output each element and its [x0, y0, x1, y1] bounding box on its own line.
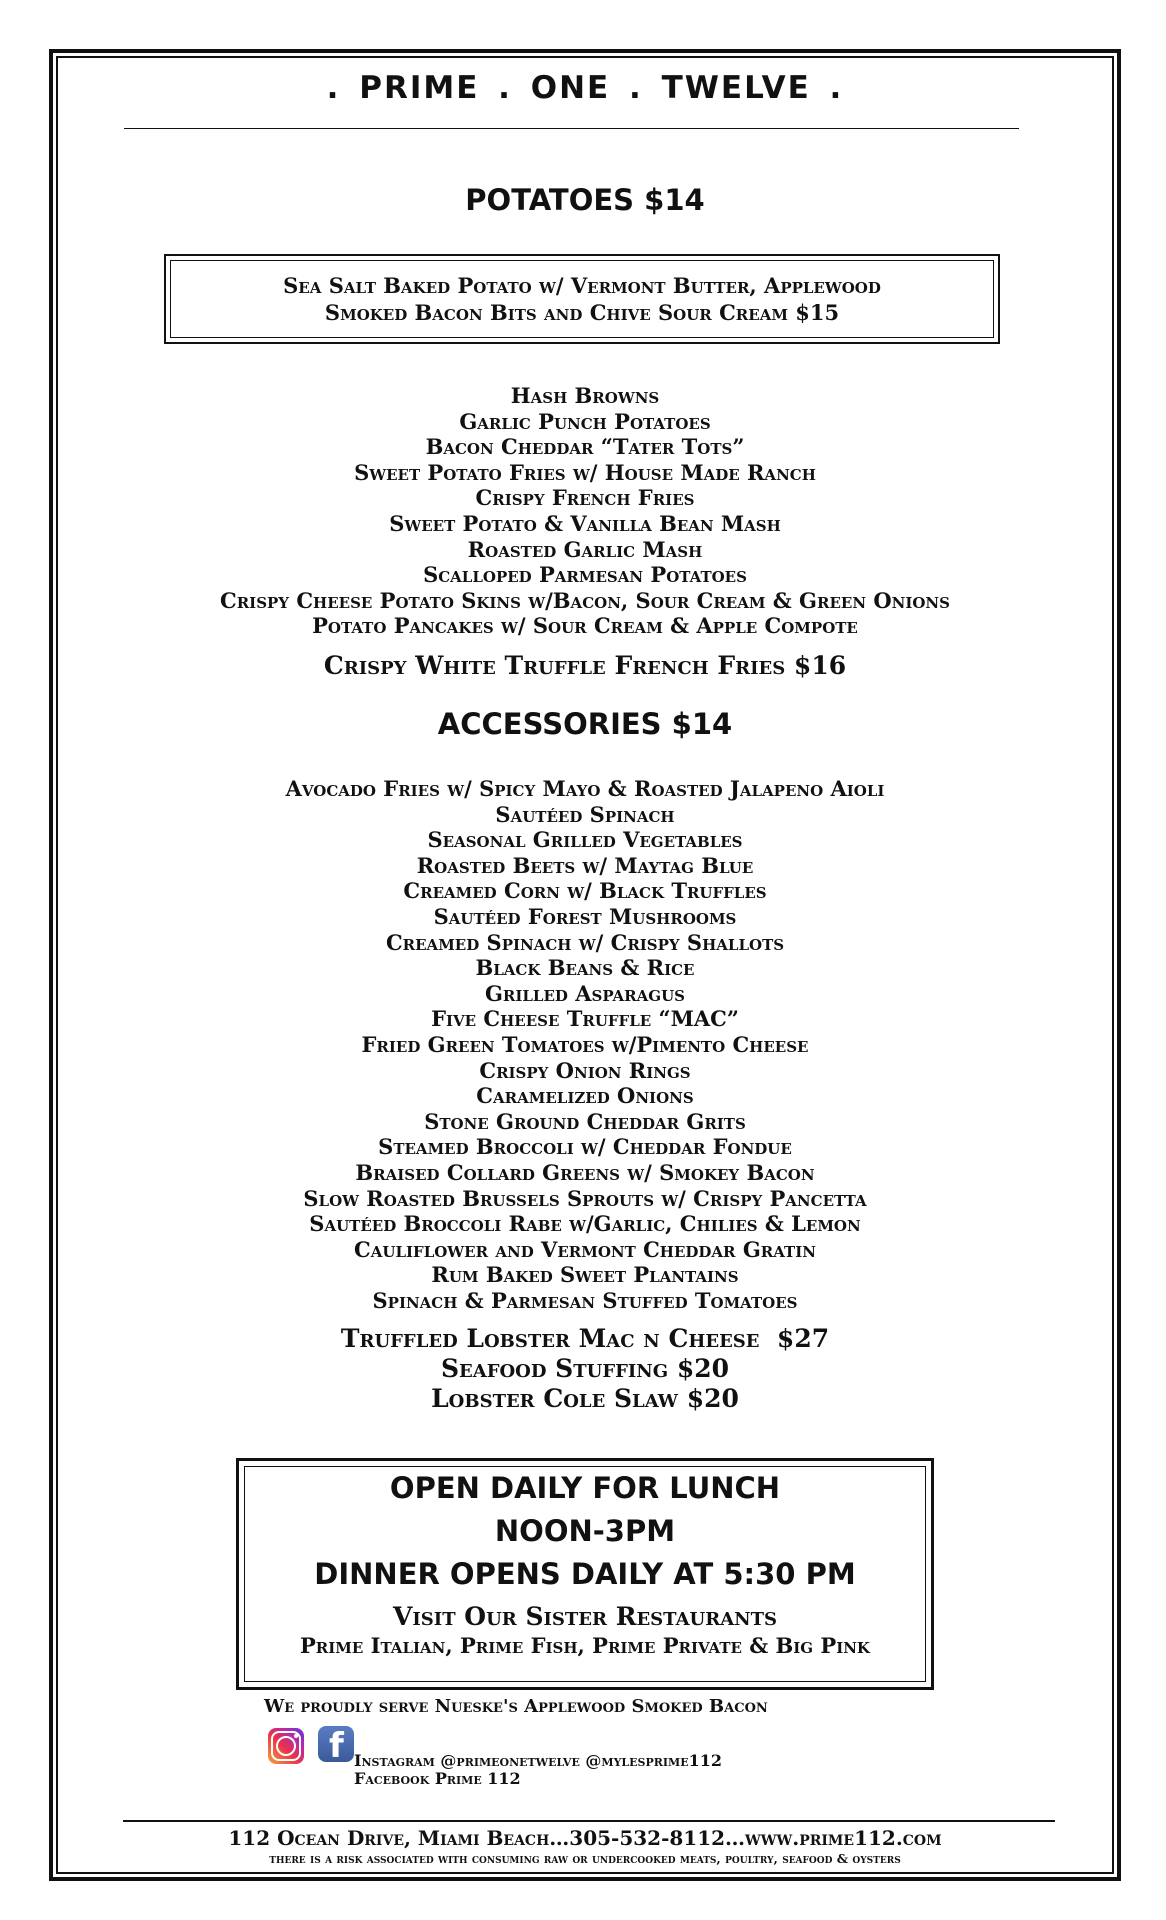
facebook-icon[interactable]: f	[318, 1726, 354, 1762]
accessories-section-title: ACCESSORIES $14	[437, 707, 733, 741]
instagram-handles[interactable]: Instagram @primeonetwelve @mylesprime112	[354, 1751, 723, 1770]
list-item: Seasonal Grilled Vegetables	[427, 827, 743, 853]
list-item: Crispy Cheese Potato Skins w/Bacon, Sour Cream & Green Onions	[220, 587, 950, 613]
list-item: Roasted Beets w/ Maytag Blue	[416, 852, 754, 878]
list-item: Caramelized Onions	[476, 1083, 694, 1109]
list-item: Lobster Cole Slaw $20	[431, 1384, 739, 1413]
list-item: Slow Roasted Brussels Sprouts w/ Crispy Pancetta	[303, 1185, 867, 1211]
sister-restaurants-heading: Visit Our Sister Restaurants	[392, 1602, 778, 1631]
list-item: Rum Baked Sweet Plantains	[431, 1262, 739, 1288]
list-item: Scalloped Parmesan Potatoes	[423, 562, 747, 588]
list-item: Stone Ground Cheddar Grits	[424, 1108, 746, 1134]
premium-potato-item: Crispy White Truffle French Fries $16	[323, 651, 847, 680]
instagram-icon[interactable]	[268, 1728, 304, 1764]
potatoes-section-title: POTATOES $14	[465, 183, 705, 217]
list-item: Bacon Cheddar “Tater Tots”	[425, 434, 745, 460]
list-item: Creamed Corn w/ Black Truffles	[403, 878, 767, 904]
list-item: Garlic Punch Potatoes	[459, 408, 711, 434]
potatoes-list	[58, 383, 1112, 639]
list-item: Fried Green Tomatoes w/Pimento Cheese	[361, 1031, 809, 1057]
restaurant-title: . PRIME . ONE . TWELVE .	[326, 70, 844, 106]
featured-potato-box	[164, 254, 1000, 344]
list-item: Spinach & Parmesan Stuffed Tomatoes	[372, 1287, 798, 1313]
list-item: Braised Collard Greens w/ Smokey Bacon	[355, 1159, 815, 1185]
hours-box-inner	[244, 1466, 926, 1682]
premium-accessories-list	[58, 1324, 1112, 1414]
featured-potato-line-2: Smoked Bacon Bits and Chive Sour Cream $15	[324, 300, 840, 325]
list-item: Avocado Fries w/ Spicy Mayo & Roasted Jalapeno Aioli	[285, 776, 885, 801]
list-item: Roasted Garlic Mash	[467, 536, 703, 562]
sister-restaurants-list: Prime Italian, Prime Fish, Prime Private & Big Pink	[300, 1633, 870, 1658]
footer-address: 112 Ocean Drive, Miami Beach…305-532-8112…www.prime112.com	[228, 1826, 942, 1850]
list-item: Five Cheese Truffle “MAC”	[431, 1006, 739, 1032]
featured-potato-line-1: Sea Salt Baked Potato w/ Vermont Butter, Applewood	[283, 273, 881, 298]
facebook-handle[interactable]: Facebook Prime 112	[354, 1769, 521, 1788]
hours-box	[236, 1458, 934, 1690]
list-item: Potato Pancakes w/ Sour Cream & Apple Compote	[312, 613, 858, 639]
list-item: Truffled Lobster Mac n Cheese $27	[340, 1324, 830, 1353]
list-item: Sautéed Forest Mushrooms	[433, 903, 737, 929]
list-item: Hash Browns	[510, 383, 660, 408]
list-item: Cauliflower and Vermont Cheddar Gratin	[354, 1236, 816, 1262]
list-item: Seafood Stuffing $20	[440, 1354, 730, 1383]
accessories-list	[58, 776, 1112, 1313]
list-item: Crispy French Fries	[475, 485, 695, 511]
list-item: Sweet Potato & Vanilla Bean Mash	[389, 510, 781, 536]
list-item: Sautéed Broccoli Rabe w/Garlic, Chilies & Lemon	[309, 1211, 861, 1237]
list-item: Steamed Broccoli w/ Cheddar Fondue	[378, 1134, 792, 1160]
footer-warning: there is a risk associated with consuming raw or undercooked meats, poultry, seafood & oysters	[269, 1851, 901, 1866]
list-item: Crispy Onion Rings	[479, 1057, 691, 1083]
footer-divider	[123, 1820, 1055, 1822]
list-item: Creamed Spinach w/ Crispy Shallots	[385, 929, 785, 955]
lunch-hours-heading: OPEN DAILY FOR LUNCH	[389, 1471, 781, 1505]
featured-potato-box-inner	[170, 260, 994, 338]
header-divider	[124, 128, 1019, 129]
bacon-note: We proudly serve Nueske's Applewood Smoked Bacon	[264, 1696, 768, 1717]
list-item: Grilled Asparagus	[484, 980, 686, 1006]
lunch-hours-time: NOON-3PM	[494, 1514, 676, 1548]
list-item: Black Beans & Rice	[475, 955, 695, 981]
list-item: Sautéed Spinach	[495, 801, 675, 827]
dinner-hours: DINNER OPENS DAILY AT 5:30 PM	[314, 1557, 856, 1591]
menu-page	[58, 58, 1112, 1872]
list-item: Sweet Potato Fries w/ House Made Ranch	[354, 459, 816, 485]
